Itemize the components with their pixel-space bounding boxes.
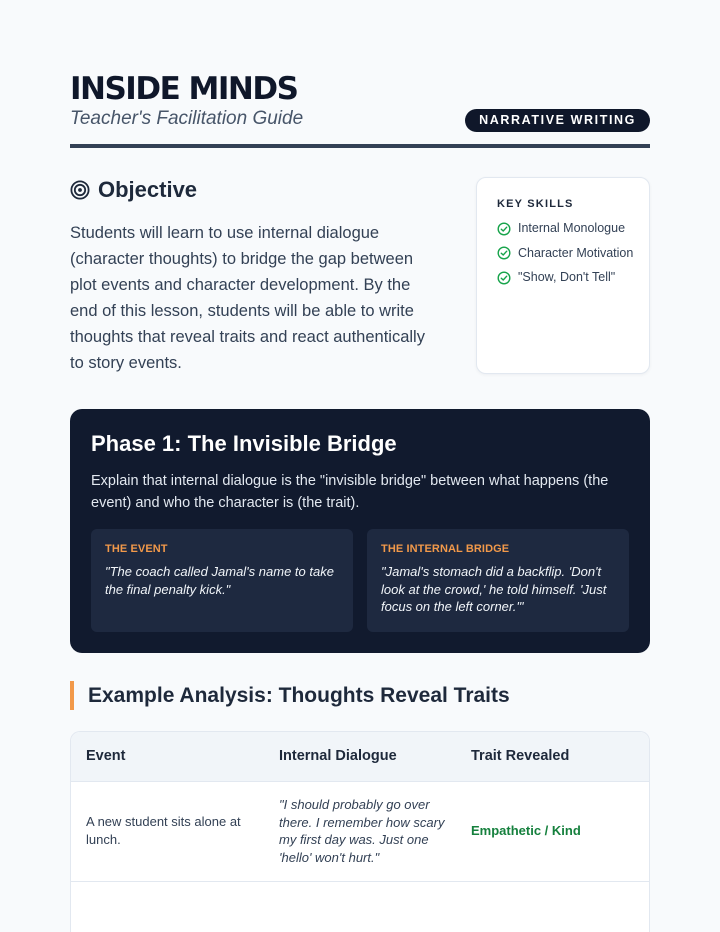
column-header-event: Event bbox=[86, 748, 126, 764]
skill-label: Character Motivation bbox=[518, 245, 634, 260]
analysis-table bbox=[70, 731, 650, 932]
skill-label: "Show, Don't Tell" bbox=[518, 270, 616, 284]
phase-title: Phase 1: The Invisible Bridge bbox=[91, 431, 397, 456]
skill-item bbox=[497, 220, 635, 238]
event-label: THE EVENT bbox=[105, 543, 168, 555]
event-box bbox=[91, 529, 353, 632]
internal-bridge-label: THE INTERNAL BRIDGE bbox=[381, 543, 510, 555]
internal-bridge-box bbox=[367, 529, 629, 632]
key-skills-title: KEY SKILLS bbox=[497, 198, 574, 210]
phase-examples bbox=[91, 529, 629, 632]
objective-title: Objective bbox=[98, 177, 198, 202]
target-icon bbox=[70, 180, 90, 200]
skill-item bbox=[497, 245, 635, 263]
column-header-trait: Trait Revealed bbox=[471, 748, 570, 764]
cell-trait: Empathetic / Kind bbox=[471, 823, 581, 838]
internal-bridge-text: "Jamal's stomach did a backflip. 'Don't look at the crowd,' he told himself. 'Just focus on the left corner.'" bbox=[381, 564, 607, 614]
check-circle-icon bbox=[497, 246, 511, 260]
page-subtitle: Teacher's Facilitation Guide bbox=[70, 108, 304, 129]
objective-text: Students will learn to use internal dialogue (character thoughts) to bridge the gap between plot events and character development. By the end of this lesson, students will be able to write thoughts that reveal traits and react authentically to story events. bbox=[70, 224, 425, 372]
cell-dialogue: "I should probably go over there. I remember how scary my first day was. Just one 'hello' won't hurt." bbox=[279, 797, 445, 865]
check-circle-icon bbox=[497, 222, 511, 236]
column-header-dialogue: Internal Dialogue bbox=[279, 748, 397, 764]
page-title: INSIDE MINDS bbox=[70, 71, 298, 107]
objective-section bbox=[70, 176, 440, 376]
skill-item bbox=[497, 269, 635, 287]
category-badge: NARRATIVE WRITING bbox=[465, 109, 650, 132]
check-circle-icon bbox=[497, 271, 511, 285]
page-header bbox=[70, 72, 650, 148]
table-header bbox=[71, 732, 650, 782]
table-row bbox=[71, 782, 650, 882]
analysis-heading: Example Analysis: Thoughts Reveal Traits bbox=[70, 681, 510, 710]
event-text: "The coach called Jamal's name to take the final penalty kick." bbox=[105, 564, 334, 597]
phase-text: Explain that internal dialogue is the "invisible bridge" between what happens (the event) and who the character is (the trait). bbox=[91, 473, 609, 511]
key-skills-card bbox=[476, 177, 650, 374]
objective-heading bbox=[70, 176, 440, 204]
skill-label: Internal Monologue bbox=[518, 221, 626, 235]
cell-event: A new student sits alone at lunch. bbox=[86, 814, 241, 847]
header-divider bbox=[70, 144, 650, 148]
phase-1-panel bbox=[70, 409, 650, 653]
